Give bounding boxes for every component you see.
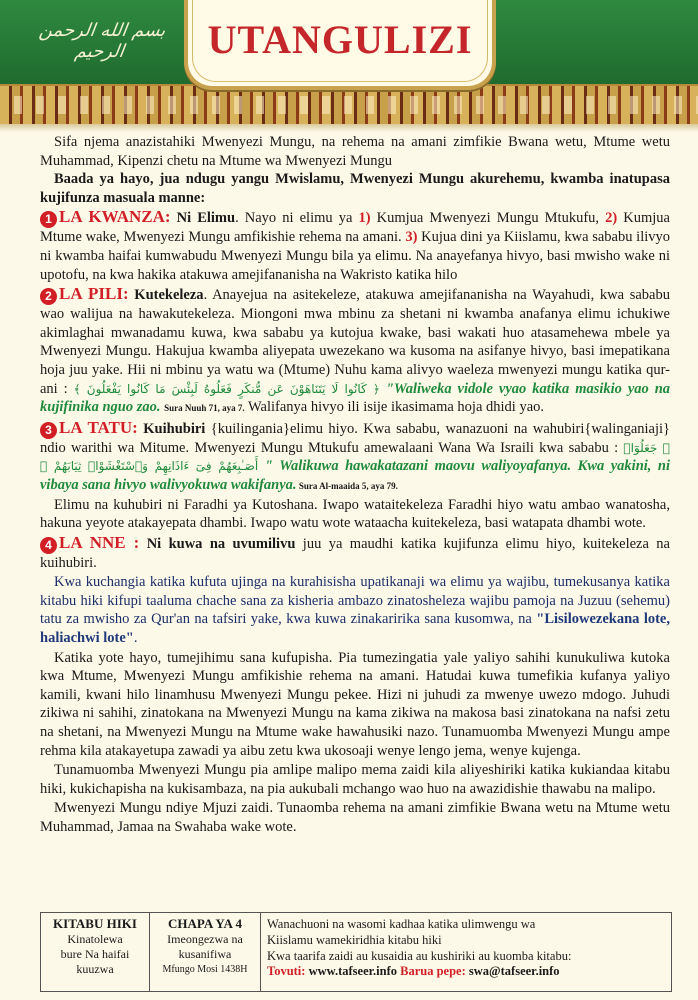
section-three-subject: Kuihubiri (143, 420, 206, 437)
website-label: Tovuti: (267, 964, 306, 978)
footer-free-line-2: bure Na haifai (60, 947, 130, 961)
footer-edition (150, 913, 261, 991)
item-number-3: 3) (405, 229, 418, 246)
footer-edition-line-2: kusanifiwa (178, 947, 232, 961)
verse-reference: Sura Nuuh 71, aya 7. (164, 403, 245, 414)
section-one (40, 208, 670, 284)
section-two (40, 285, 670, 418)
section-three-heading: LA TATU: (59, 417, 138, 437)
contribution-text: Kwa kuchangia katika kufuta ujinga na kurahisisha upatikanaji wa elimu ya wajibu, tumekusanya katika kitabu hiki kifupi taaluma chache sana za kisheria ambazo zinatosheleza wajibu pamoja na Juzuu (sehemu) tatu za mwisho za Qur'an na tafsiri yake, kwa kuwa zinakaririka sana kusomwa, na (40, 574, 670, 628)
quran-verse-arabic: ﴿ كَانُوا لَا يَتَنَاهَوْنَ عَن مُّنكَرٍ فَعَلُوهُ لَبِئْسَ مَا كَانُوا يَفْعَلُونَ ﴾ (73, 381, 380, 396)
closing-paragraph-1: Katika yote hayo, tumejihimu sana kufupisha. Pia tumezingatia yale yaliyo sahihi kunukuliwa kutoka kwa Mtume, Mwenyezi Mungu amfikishie rehema na amani. Hatudai kuwa tumefikia kufanya yaliyo kamili, kwani hilo linamhusu Mwenyezi Mungu pekee. Hizi ni juhudi za mwenye uwezo mdogo. Juhudi zikiwa ni sahihi, zinatokana na Mwenyezi Mungu na kama zikiwa na makosa basi zinatokana na nafsi zetu na shetani, na Mwenyezi Mungu na Mtume wake hawahusiki nazo. Tunamuomba Mwenyezi Mungu ampe rehma kila atakayetupa zawadi ya aibu zetu kwa ukosoaji wenye lengo jema, wenye kujenga. (40, 649, 670, 759)
email-link[interactable]: swa@tafseer.info (465, 964, 560, 978)
footer-contact-line-3: Kwa taarifa zaidi au kusaidia au kushiriki au kuomba kitabu: (267, 949, 572, 963)
title-plate (184, 0, 496, 90)
proverb-quote: "Lisilowezekana lote, haliachwi lote" (40, 611, 670, 647)
footer-edition-line-1: Imeongezwa na (167, 932, 243, 946)
intro-paragraph: Sifa njema anazistahiki Mwenyezi Mungu, na rehema na amani zimfikie Bwana wetu, Mtume wetu Muhammad, Kipenzi chetu na Mtume wa Mwenyezi Mungu (40, 134, 670, 169)
footer-free-heading: KITABU HIKI (53, 916, 137, 931)
website-link[interactable]: www.tafseer.info (305, 964, 397, 978)
number-badge-4: 4 (40, 537, 57, 554)
section-three (40, 419, 670, 496)
footer-free-book (41, 913, 150, 991)
footer-edition-heading: CHAPA YA 4 (168, 916, 242, 931)
section-one-text-4: Kujua dini ya Kiislamu, kwa sababu ilivyo ni kwamba haifai kumwabudu Mwenyezi Mungu bila ya elimu. Na anayefanya hivyo, basi mwisho wake ni upotofu, na kwa hakika atakuwa amejifananisha na Wakristo katika hilo (40, 229, 670, 283)
footer-info-table (40, 912, 672, 992)
footer-free-line-1: Kinatolewa (67, 932, 123, 946)
email-label: Barua pepe: (397, 964, 466, 978)
section-one-text-1: . Nayo ni elimu ya (235, 210, 359, 227)
footer-links (267, 964, 671, 979)
section-one-text-3: Kumjua Mtume wake, Mwenyezi Mungu amfikishie rehema na amani. (40, 210, 670, 246)
section-two-text-2: Walifanya hivyo ili isije ikasimama hoja dhidi yao. (244, 399, 545, 416)
section-four (40, 534, 670, 573)
section-one-text-2: Kumjua Mwenyezi Mungu Mtukufu, (370, 210, 606, 227)
contribution-paragraph (40, 573, 670, 647)
section-four-subject: Ni kuwa na uvumilivu (146, 535, 296, 552)
footer-contact-line-2: Kiislamu wamekiridhia kitabu hiki (267, 933, 442, 947)
section-three-text-1: {kuilingania}elimu hiyo. Kwa sababu, wanazuoni na wahubiri{walinganiaji} ndio warithi wa Mitume. Mwenyezi Mungu Mtukufu amewalaani Wana Wa Israili kwa sababu : (40, 420, 670, 456)
main-text (40, 133, 670, 837)
number-badge-2: 2 (40, 288, 57, 305)
section-two-text-1: . Anayejua na asitekeleze, atakuwa amejifananisha na Wayahudi, kwa sababu wao walijua na hawakutekeleza. Miongoni mwa mbinu za shetani ni kwamba anafanya elimu ichukiwe akimlaghai mwanadamu kuwa, kwa sababu ya kutojua kwake, basi wakati huo atasamehewa mbele ya Mwenyezi Mungu. Hakujua kwamba aliyepata uwezekano wa kusoma na asifanye hivyo, basi imepatikana hoja juu yake. Hii ni mbinu ya watu wa (Mtume) Nuhu kama alivyo waeleza mwenyezi mungu katika qur-ani : (40, 287, 670, 397)
footer-contact-line-1: Wanachuoni na wasomi kadhaa katika ulimwengu wa (267, 917, 536, 931)
quran-verse-arabic-2: ﴿ جَعَلُوٓا۟ أَصَـٰبِعَهُمْ فِىٓ ءَاذَانِهِمْ وَٱسْتَغْشَوْا۟ ثِيَابَهُمْ ﴾ (40, 440, 670, 474)
footer-edition-date: Mfungo Mosi 1438H (162, 964, 248, 975)
contribution-end: . (133, 630, 138, 647)
section-one-subject: Ni Elimu (176, 210, 236, 227)
number-badge-3: 3 (40, 422, 57, 439)
item-number-2: 2) (605, 210, 618, 227)
intro-bold-paragraph: Baada ya hayo, jua ndugu yangu Mwislamu, Mwenyezi Mungu akurehemu, kwamba inatupasa kujifunza masuala manne: (40, 171, 670, 206)
footer-contact (261, 913, 671, 991)
section-one-heading: LA KWANZA: (59, 207, 171, 227)
section-four-heading: LA NNE : (59, 532, 140, 552)
footer-free-line-3: kuuzwa (76, 962, 114, 976)
number-badge-1: 1 (40, 211, 57, 228)
bismillah-calligraphy: بسم الله الرحمن الرحيم (37, 20, 167, 62)
section-three-paragraph-2: Elimu na kuhubiri ni Faradhi ya Kutoshana. Iwapo wataitekeleza Faradhi hiyo watu ambao wanatosha, hakuna yeyote atakayepata dhambi. Iwapo watu wote wataacha kuitekeleza, basi watapata dhambi wote. (40, 496, 670, 532)
page-title: UTANGULIZI (207, 17, 473, 62)
verse-translation-2: " Walikuwa hawakatazani maovu waliyoyafanya. Kwa yakini, ni vibaya sana hivyo walivyokuwa wakifanya. (40, 458, 670, 493)
ornament-band-highlight (0, 96, 698, 114)
section-two-subject: Kutekeleza (134, 287, 204, 304)
item-number-1: 1) (358, 210, 371, 227)
closing-paragraph-3: Mwenyezi Mungu ndiye Mjuzi zaidi. Tunaomba rehema na amani zimfikie Bwana wetu na Mtume wetu Muhammad, Jamaa na Swahaba wake wote. (40, 800, 670, 835)
section-two-heading: LA PILI: (59, 284, 129, 304)
verse-reference-2: Sura Al-maaida 5, aya 79. (296, 480, 398, 491)
ornament-fade (0, 124, 698, 132)
closing-paragraph-2: Tunamuomba Mwenyezi Mungu pia amlipe malipo mema zaidi kila aliyeshiriki katika kukiandaa kitabu hiki, kukichapisha na kukisambaza, na pia aukubali mchango wao huo na awazidishie thawabu na malipo. (40, 762, 670, 797)
verse-translation: "Waliweka vidole vyao katika masikio yao na kujifinika nguo zao. (40, 380, 671, 416)
section-four-text: juu ya maudhi katika kujifunza elimu hiyo, kuitekeleza na kuihubiri. (40, 535, 670, 571)
